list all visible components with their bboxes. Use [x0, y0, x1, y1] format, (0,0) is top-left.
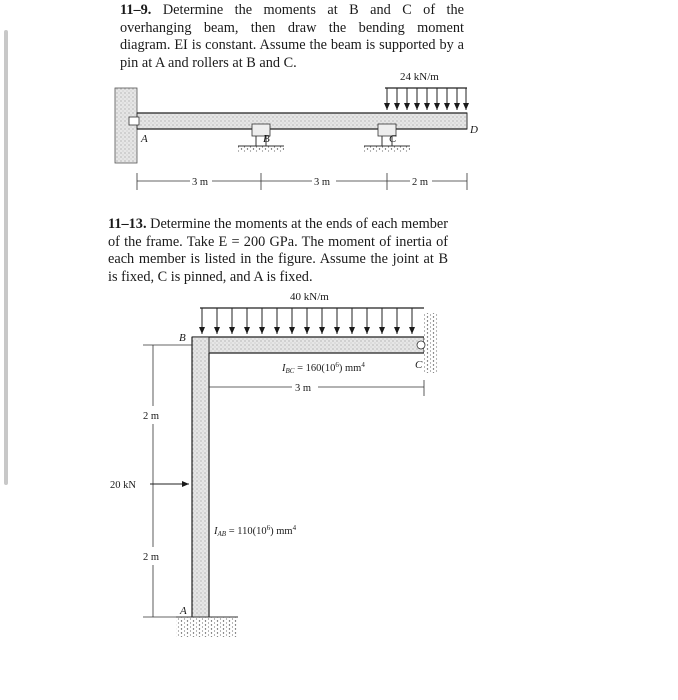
fixed-base-a — [176, 617, 238, 637]
dim-bc: 3 m — [314, 177, 331, 188]
beam-figure — [115, 71, 478, 190]
dimension-bc — [209, 380, 424, 396]
wall-c — [424, 313, 438, 373]
dimension-vertical — [143, 345, 192, 617]
distributed-load-24 — [385, 88, 467, 110]
frame-label-c: C — [415, 359, 423, 371]
i-bc-label: IBC = $160(10^6)$ $mm^4$ — [282, 361, 365, 375]
load-label-40: 40 kN/m — [290, 291, 329, 303]
frame-label-b: B — [179, 332, 186, 344]
label-c: C — [389, 133, 397, 145]
problem-11-9-text: Determine the moments at B and C of the overhanging beam, then draw the bending moment diagram. EI is constant. Assume the beam is supported by a pin at A and rollers at B and C. — [120, 2, 464, 71]
dim-upper-2m: 2 m — [143, 411, 160, 422]
dim-ab: 3 m — [192, 177, 209, 188]
point-load-label: 20 kN — [110, 480, 136, 491]
member-ab — [192, 337, 209, 617]
label-a: A — [141, 133, 148, 145]
member-bc — [192, 337, 424, 353]
dim-bc-label: 3 m — [295, 383, 312, 394]
dim-lower-2m: 2 m — [143, 552, 160, 563]
fixed-wall-a — [115, 88, 137, 163]
i-ab-label: IAB = $110(10^6)$ $mm^4$ — [214, 524, 297, 538]
distributed-load-40 — [200, 308, 424, 334]
load-label-24: 24 kN/m — [400, 71, 439, 83]
problem-11-13-number: 11–13. — [108, 216, 147, 232]
problem-11-13-text: Determine the moments at the ends of each member of the frame. Take E = 200 GPa. The moment of inertia of each member is listed in the figure. Assume the joint at B is fixed, C is pinned, and A is fixed. — [108, 216, 448, 285]
frame-figure — [110, 291, 438, 637]
frame-label-a: A — [180, 605, 187, 617]
dim-cd: 2 m — [412, 177, 429, 188]
beam — [137, 113, 467, 129]
problem-11-9-number: 11–9. — [120, 2, 152, 18]
label-b: B — [263, 133, 270, 145]
label-d: D — [470, 124, 478, 136]
